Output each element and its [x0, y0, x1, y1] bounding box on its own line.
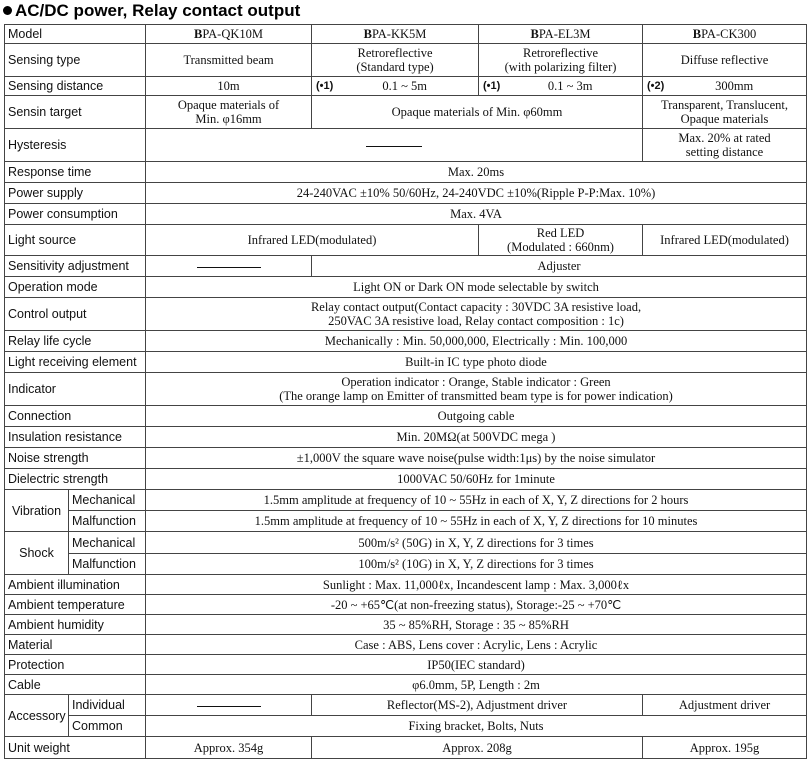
- cell-light-source-ck: Infrared LED(modulated): [643, 225, 807, 256]
- cell-sensing-type-kk: Retroreflective (Standard type): [312, 44, 479, 77]
- cell-operation-mode: Light ON or Dark ON mode selectable by switch: [146, 277, 807, 298]
- cell-target-ck: Transparent, Translucent, Opaque materials: [643, 96, 807, 129]
- dash-mark: [197, 267, 261, 268]
- row-label-ambient-humidity: Ambient humidity: [5, 615, 146, 635]
- row-label-noise: Noise strength: [5, 448, 146, 469]
- cell-sensitivity: Adjuster: [312, 256, 807, 277]
- row-label-light-source: Light source: [5, 225, 146, 256]
- cell-sensing-type-el: Retroreflective (with polarizing filter): [479, 44, 643, 77]
- table-row: [5, 256, 807, 277]
- table-row: [5, 511, 807, 532]
- row-label-hysteresis: Hysteresis: [5, 129, 146, 162]
- table-row: [5, 675, 807, 695]
- cell-sensing-type-qk: Transmitted beam: [146, 44, 312, 77]
- row-label-material: Material: [5, 635, 146, 655]
- table-row: [5, 44, 807, 77]
- dash-mark: [197, 706, 261, 707]
- cell-light-source-el: Red LED (Modulated : 660nm): [479, 225, 643, 256]
- row-label-operation-mode: Operation mode: [5, 277, 146, 298]
- cell-distance-kk: (•1) 0.1 ~ 5m: [312, 77, 479, 96]
- table-row: [5, 298, 807, 331]
- cell-vibration-malfunction: 1.5mm amplitude at frequency of 10 ~ 55Hz in each of X, Y, Z directions for 10 minutes: [146, 511, 807, 532]
- row-label-ambient-temperature: Ambient temperature: [5, 595, 146, 615]
- model-kk5m: BPA-KK5M: [312, 25, 479, 44]
- table-row: [5, 77, 807, 96]
- cell-vibration-mechanical: 1.5mm amplitude at frequency of 10 ~ 55Hz in each of X, Y, Z directions for 2 hours: [146, 490, 807, 511]
- row-label-dielectric: Dielectric strength: [5, 469, 146, 490]
- row-label-protection: Protection: [5, 655, 146, 675]
- cell-dielectric: 1000VAC 50/60Hz for 1minute: [146, 469, 807, 490]
- cell-ambient-illumination: Sunlight : Max. 11,000ℓx, Incandescent lamp : Max. 3,000ℓx: [146, 575, 807, 595]
- table-row: [5, 129, 807, 162]
- cell-sensing-type-ck: Diffuse reflective: [643, 44, 807, 77]
- cell-individual-qk: [146, 695, 312, 716]
- table-row: [5, 277, 807, 298]
- sub-label-shock-malfunction: Malfunction: [69, 554, 146, 575]
- row-label-accessory: Accessory: [5, 695, 69, 737]
- row-label-model: Model: [5, 25, 146, 44]
- cell-light-receiving: Built-in IC type photo diode: [146, 352, 807, 373]
- cell-weight-ck: Approx. 195g: [643, 737, 807, 759]
- row-label-sensitivity: Sensitivity adjustment: [5, 256, 146, 277]
- cell-indicator: Operation indicator : Orange, Stable indicator : Green (The orange lamp on Emitter of transmitted beam type is for power indication): [146, 373, 807, 406]
- table-row: [5, 695, 807, 716]
- row-label-light-receiving: Light receiving element: [5, 352, 146, 373]
- sub-label-individual: Individual: [69, 695, 146, 716]
- cell-shock-mechanical: 500m/s² (50G) in X, Y, Z directions for 3 times: [146, 532, 807, 554]
- table-row: [5, 575, 807, 595]
- table-row: [5, 737, 807, 759]
- table-row: [5, 635, 807, 655]
- table-row: [5, 595, 807, 615]
- table-row: [5, 25, 807, 44]
- sub-label-vibration-mechanical: Mechanical: [69, 490, 146, 511]
- cell-ambient-humidity: 35 ~ 85%RH, Storage : 35 ~ 85%RH: [146, 615, 807, 635]
- cell-power-supply: 24-240VAC ±10% 50/60Hz, 24-240VDC ±10%(Ripple P-P:Max. 10%): [146, 183, 807, 204]
- table-row: [5, 655, 807, 675]
- row-label-target: Sensin target: [5, 96, 146, 129]
- cell-insulation: Min. 20MΩ(at 500VDC mega ): [146, 427, 807, 448]
- table-row: [5, 225, 807, 256]
- table-row: [5, 183, 807, 204]
- sub-label-shock-mechanical: Mechanical: [69, 532, 146, 554]
- cell-individual-mid: Reflector(MS-2), Adjustment driver: [312, 695, 643, 716]
- table-row: [5, 406, 807, 427]
- model-qk10m: BPA-QK10M: [146, 25, 312, 44]
- table-row: [5, 448, 807, 469]
- table-row: [5, 716, 807, 737]
- row-label-power-consumption: Power consumption: [5, 204, 146, 225]
- model-el3m: BPA-EL3M: [479, 25, 643, 44]
- table-row: [5, 615, 807, 635]
- cell-cable: φ6.0mm, 5P, Length : 2m: [146, 675, 807, 695]
- table-row: [5, 427, 807, 448]
- sub-label-common: Common: [69, 716, 146, 737]
- spec-table: [4, 24, 807, 759]
- table-row: [5, 331, 807, 352]
- row-label-cable: Cable: [5, 675, 146, 695]
- cell-power-consumption: Max. 4VA: [146, 204, 807, 225]
- table-row: [5, 554, 807, 575]
- cell-sensitivity-qk: [146, 256, 312, 277]
- cell-light-source-qk-kk: Infrared LED(modulated): [146, 225, 479, 256]
- note-marker: (•1): [316, 80, 334, 92]
- cell-distance-el: (•1) 0.1 ~ 3m: [479, 77, 643, 96]
- model-ck300: BPA-CK300: [643, 25, 807, 44]
- table-row: [5, 532, 807, 554]
- table-row: [5, 490, 807, 511]
- cell-individual-ck: Adjustment driver: [643, 695, 807, 716]
- page-title: [3, 0, 300, 22]
- cell-distance-qk: 10m: [146, 77, 312, 96]
- row-label-connection: Connection: [5, 406, 146, 427]
- cell-noise: ±1,000V the square wave noise(pulse width:1μs) by the noise simulator: [146, 448, 807, 469]
- cell-shock-malfunction: 100m/s² (10G) in X, Y, Z directions for 3 times: [146, 554, 807, 575]
- row-label-unit-weight: Unit weight: [5, 737, 146, 759]
- bullet-icon: [3, 6, 12, 15]
- table-row: [5, 162, 807, 183]
- page-title-text: AC/DC power, Relay contact output: [15, 1, 301, 20]
- table-row: [5, 204, 807, 225]
- row-label-control-output: Control output: [5, 298, 146, 331]
- row-label-power-supply: Power supply: [5, 183, 146, 204]
- cell-control-output: Relay contact output(Contact capacity : 30VDC 3A resistive load, 250VAC 3A resistive load, Relay contact composition : 1c): [146, 298, 807, 331]
- cell-weight-mid: Approx. 208g: [312, 737, 643, 759]
- row-label-relay-life: Relay life cycle: [5, 331, 146, 352]
- row-label-sensing-distance: Sensing distance: [5, 77, 146, 96]
- cell-weight-qk: Approx. 354g: [146, 737, 312, 759]
- cell-common: Fixing bracket, Bolts, Nuts: [146, 716, 807, 737]
- row-label-shock: Shock: [5, 532, 69, 575]
- cell-connection: Outgoing cable: [146, 406, 807, 427]
- cell-hysteresis-mid: [146, 129, 643, 162]
- row-label-indicator: Indicator: [5, 373, 146, 406]
- cell-relay-life: Mechanically : Min. 50,000,000, Electrically : Min. 100,000: [146, 331, 807, 352]
- cell-protection: IP50(IEC standard): [146, 655, 807, 675]
- note-marker: (•1): [483, 80, 501, 92]
- row-label-insulation: Insulation resistance: [5, 427, 146, 448]
- cell-hysteresis-ck: Max. 20% at rated setting distance: [643, 129, 807, 162]
- row-label-response: Response time: [5, 162, 146, 183]
- cell-material: Case : ABS, Lens cover : Acrylic, Lens : Acrylic: [146, 635, 807, 655]
- cell-ambient-temperature: -20 ~ +65℃(at non-freezing status), Storage:-25 ~ +70℃: [146, 595, 807, 615]
- cell-target-mid: Opaque materials of Min. φ60mm: [312, 96, 643, 129]
- cell-target-qk: Opaque materials of Min. φ16mm: [146, 96, 312, 129]
- row-label-ambient-illumination: Ambient illumination: [5, 575, 146, 595]
- sub-label-vibration-malfunction: Malfunction: [69, 511, 146, 532]
- table-row: [5, 373, 807, 406]
- dash-mark: [366, 146, 422, 147]
- row-label-vibration: Vibration: [5, 490, 69, 532]
- cell-response: Max. 20ms: [146, 162, 807, 183]
- note-marker: (•2): [647, 80, 665, 92]
- cell-distance-ck: (•2) 300mm: [643, 77, 807, 96]
- table-row: [5, 352, 807, 373]
- table-row: [5, 96, 807, 129]
- table-row: [5, 469, 807, 490]
- row-label-sensing-type: Sensing type: [5, 44, 146, 77]
